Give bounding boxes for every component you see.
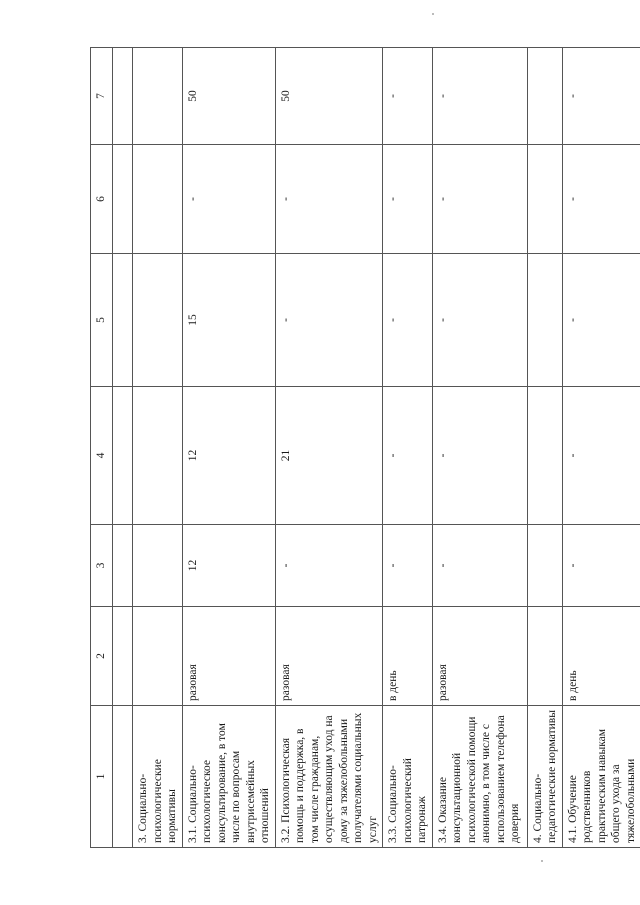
header-cell: 6 xyxy=(91,145,113,254)
value-cell xyxy=(133,387,183,525)
value-cell xyxy=(133,145,183,254)
value-cell xyxy=(527,48,562,145)
value-cell: 50 xyxy=(275,48,383,145)
value-cell xyxy=(133,254,183,387)
header-cell: 1 xyxy=(91,706,113,848)
spacer-row xyxy=(113,48,133,848)
value-cell: - xyxy=(383,387,433,525)
table-row xyxy=(562,48,640,848)
header-cell: 4 xyxy=(91,387,113,525)
value-cell: - xyxy=(432,145,527,254)
table-row xyxy=(527,48,562,848)
value-cell: - xyxy=(383,145,433,254)
value-cell xyxy=(527,145,562,254)
header-cell: 5 xyxy=(91,254,113,387)
value-cell: - xyxy=(562,48,640,145)
value-cell: - xyxy=(562,254,640,387)
value-cell xyxy=(133,48,183,145)
empty-cell xyxy=(113,254,133,387)
value-cell: - xyxy=(275,145,383,254)
value-cell: 15 xyxy=(182,254,275,387)
table-row xyxy=(383,48,433,848)
value-cell: - xyxy=(275,525,383,607)
empty-cell xyxy=(113,48,133,145)
norms-table xyxy=(90,47,640,848)
value-cell xyxy=(527,525,562,607)
header-cell: 3 xyxy=(91,525,113,607)
value-cell: 21 xyxy=(275,387,383,525)
value-cell: - xyxy=(383,254,433,387)
value-cell: - xyxy=(432,48,527,145)
header-row xyxy=(91,48,113,848)
scan-speck xyxy=(541,860,543,862)
empty-cell xyxy=(113,145,133,254)
unit-cell xyxy=(133,607,183,706)
value-cell: - xyxy=(562,387,640,525)
value-cell: - xyxy=(562,525,640,607)
table-row xyxy=(275,48,383,848)
value-cell: - xyxy=(432,387,527,525)
value-cell: - xyxy=(432,254,527,387)
header-cell: 2 xyxy=(91,607,113,706)
unit-cell xyxy=(527,607,562,706)
value-cell: - xyxy=(383,525,433,607)
table-row xyxy=(182,48,275,848)
unit-cell: разовая xyxy=(432,607,527,706)
empty-cell xyxy=(113,706,133,848)
service-cell: 3.3. Социально-психологический патронаж xyxy=(383,706,433,848)
unit-cell: разовая xyxy=(182,607,275,706)
table-row xyxy=(133,48,183,848)
value-cell: - xyxy=(562,145,640,254)
empty-cell xyxy=(113,525,133,607)
value-cell: - xyxy=(182,145,275,254)
unit-cell: в день xyxy=(562,607,640,706)
value-cell xyxy=(527,254,562,387)
scan-speck xyxy=(432,13,434,15)
value-cell: 50 xyxy=(182,48,275,145)
unit-cell: в день xyxy=(383,607,433,706)
empty-cell xyxy=(113,387,133,525)
service-cell: 4.1. Обучение родственников практическим навыкам общего ухода за тяжелобольными xyxy=(562,706,640,848)
service-cell: 3.4. Оказание консультационной психологической помощи анонимно, в том числе с использованием телефона доверия xyxy=(432,706,527,848)
service-cell: 3. Социально-психологические нормативы xyxy=(133,706,183,848)
table-row xyxy=(432,48,527,848)
header-cell: 7 xyxy=(91,48,113,145)
value-cell: 12 xyxy=(182,525,275,607)
value-cell: 12 xyxy=(182,387,275,525)
rotated-table-container xyxy=(90,48,637,848)
value-cell: - xyxy=(275,254,383,387)
value-cell xyxy=(133,525,183,607)
value-cell: - xyxy=(432,525,527,607)
value-cell: - xyxy=(383,48,433,145)
service-cell: 3.2. Психологическая помощь и поддержка, в том числе гражданам, осуществляющим уход на дому за тяжелобольными получателями социальных услуг xyxy=(275,706,383,848)
value-cell xyxy=(527,387,562,525)
service-cell: 4. Социально-педагогические нормативы xyxy=(527,706,562,848)
unit-cell: разовая xyxy=(275,607,383,706)
service-cell: 3.1. Социально-психологическое консультирование, в том числе по вопросам внутрисемейных отношений xyxy=(182,706,275,848)
empty-cell xyxy=(113,607,133,706)
